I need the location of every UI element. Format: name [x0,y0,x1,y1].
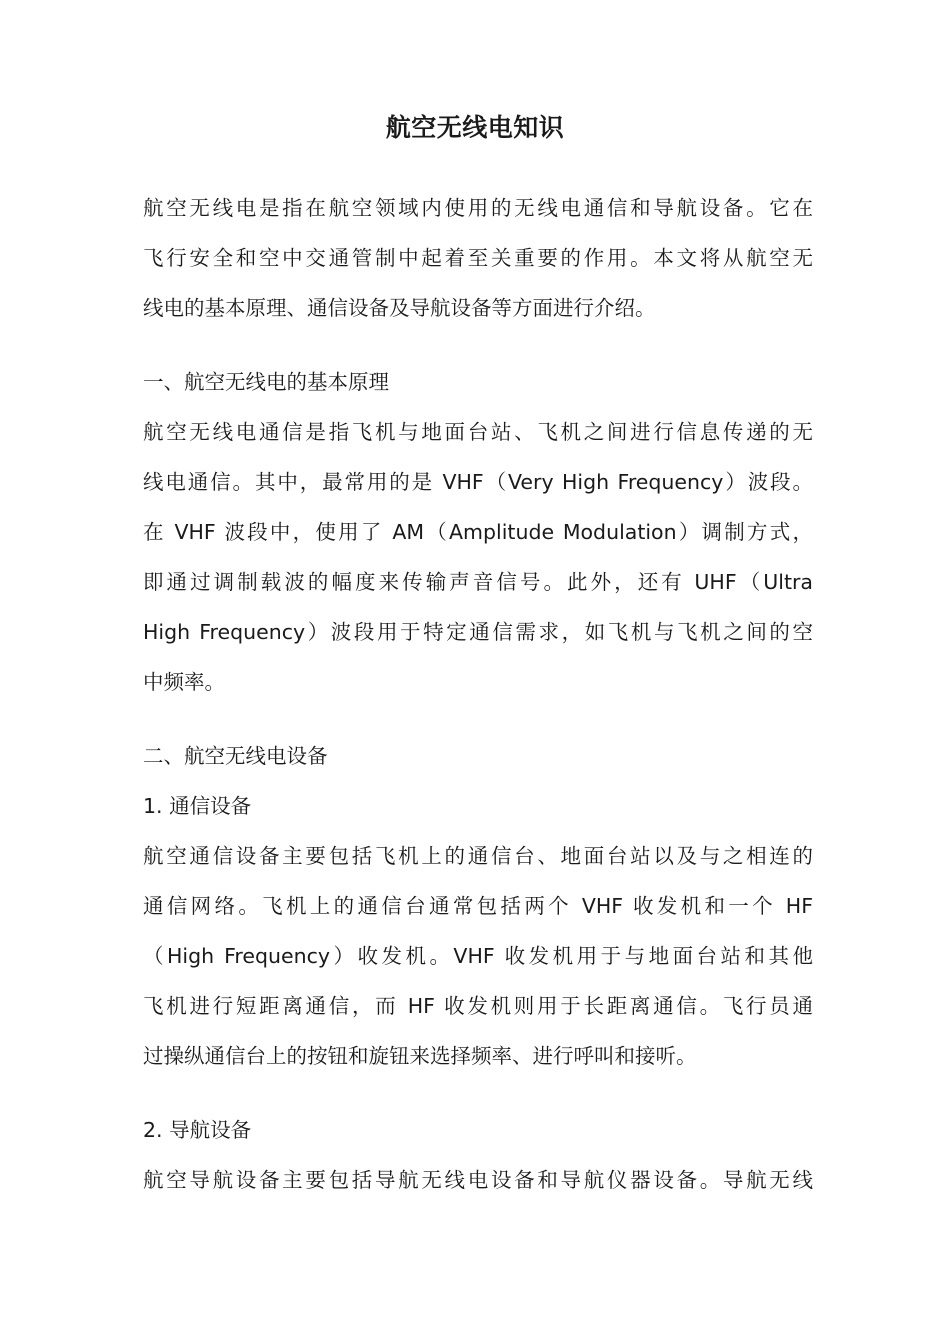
text-line: 过操纵通信台上的按钮和旋钮来选择频率、进行呼叫和接听。 [143,1044,697,1068]
text-line: 航空无线电是指在航空领域内使用的无线电通信和导航设备。它在 [143,196,813,220]
section-heading: 一、航空无线电的基本原理 [143,370,389,394]
text-line: 线电通信。其中，最常用的是 VHF（Very High Frequency）波段。 [143,470,813,494]
section-heading: 二、航空无线电设备 [143,744,328,768]
paragraph-gap [143,1081,813,1105]
text-line: 航空导航设备主要包括导航无线电设备和导航仪器设备。导航无线 [143,1168,813,1192]
paragraph-gap [143,333,813,357]
text-line: （High Frequency）收发机。VHF 收发机用于与地面台站和其他 [143,944,813,968]
text-line: 通信网络。飞机上的通信台通常包括两个 VHF 收发机和一个 HF [143,894,813,918]
subsection-heading: 2. 导航设备 [143,1118,252,1142]
text-line: 线电的基本原理、通信设备及导航设备等方面进行介绍。 [143,296,656,320]
text-line: 飞机进行短距离通信，而 HF 收发机则用于长距离通信。飞行员通 [143,994,813,1018]
text-line: 飞行安全和空中交通管制中起着至关重要的作用。本文将从航空无 [143,246,813,270]
text-line: 在 VHF 波段中，使用了 AM（Amplitude Modulation）调制方式， [143,520,813,544]
section-navigation [143,1105,813,1205]
text-line: 航空无线电通信是指飞机与地面台站、飞机之间进行信息传递的无 [143,420,813,444]
paragraph-gap [143,707,813,731]
document-title: 航空无线电知识 [385,113,565,142]
section-basic-principles [143,357,813,707]
document-body [143,183,813,1205]
text-line: 航空通信设备主要包括飞机上的通信台、地面台站以及与之相连的 [143,844,813,868]
intro-paragraph [143,183,813,333]
text-line: 即通过调制载波的幅度来传输声音信号。此外，还有 UHF（Ultra [143,570,813,594]
text-line: High Frequency）波段用于特定通信需求，如飞机与飞机之间的空 [143,620,813,644]
subsection-heading: 1. 通信设备 [143,794,252,818]
text-line: 中频率。 [143,670,225,694]
section-equipment [143,731,813,1081]
